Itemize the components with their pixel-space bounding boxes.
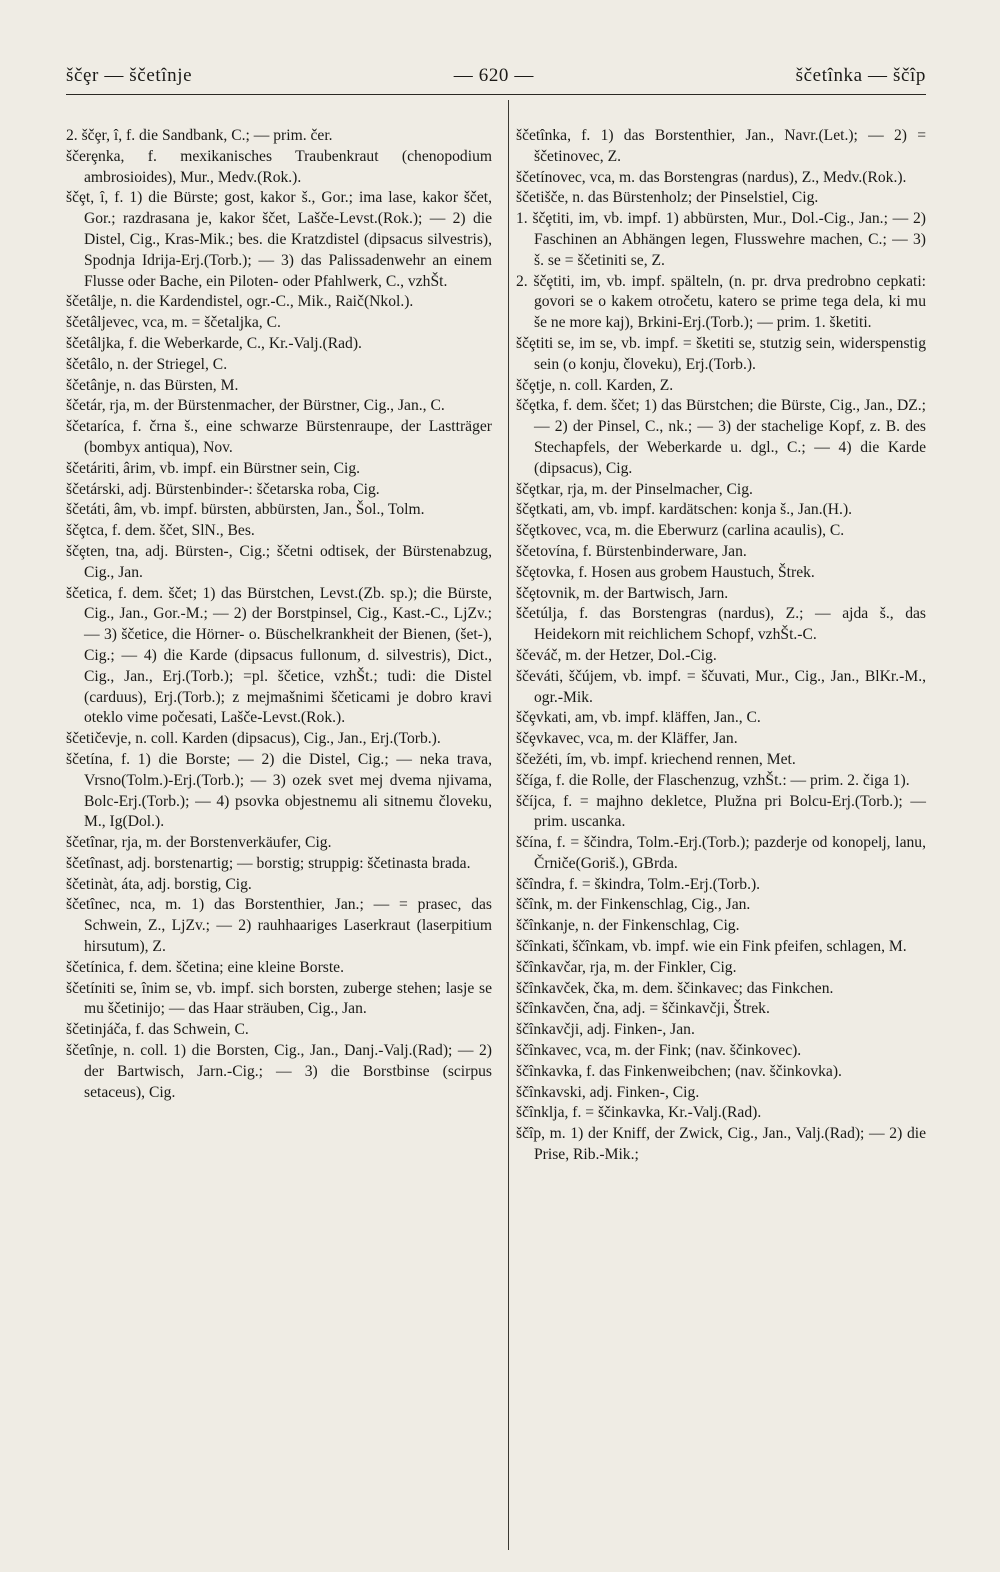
dictionary-entry: ščînkati, ščînkam, vb. impf. wie ein Fink pfeifen, schlagen, M. <box>516 938 907 956</box>
dictionary-entry: ščetinjáča, f. das Schwein, C. <box>66 1021 249 1039</box>
dictionary-entry: ščetína, f. 1) die Borste; — 2) die Distel, Cig.; — neka trava, Vrsno(Tolm.)-Erj.(Torb.); — 3) ozek svet mej dvema njivama, Bolc-Erj.(Torb.); — 4) psovka objestnemu ali sitnemu človeku, M., Ig(Dol.). <box>66 750 492 831</box>
running-header <box>66 62 926 90</box>
dictionary-entry: ščȩtkar, rja, m. der Pinselmacher, Cig. <box>516 480 753 498</box>
dictionary-entry: 2. ščȩtiti, im, vb. impf. spälteln, (n. pr. drva predrobno cepkati: govori se o kakem otročetu, katero se prime tega dela, ki mu še ne more kaj), Brkini-Erj.(Torb.); — prim. 1. šketiti. <box>516 272 926 332</box>
dictionary-entry: ščetânje, n. das Bürsten, M. <box>66 376 239 394</box>
dictionary-entry: ščȩtovka, f. Hosen aus grobem Haustuch, Štrek. <box>516 563 815 581</box>
dictionary-entry: ščetáti, âm, vb. impf. bürsten, abbürsten, Jan., Šol., Tolm. <box>66 501 425 519</box>
dictionary-entry: 1. ščȩtiti, im, vb. impf. 1) abbürsten, Mur., Dol.-Cig., Jan.; — 2) Faschinen an Abhängen legen, Flusswehre machen, C.; — 3) š. se = ščetiniti se, Z. <box>516 210 926 269</box>
dictionary-entry: ščȩtka, f. dem. ščet; 1) das Bürstchen; die Bürste, Cig., Jan., DZ.; — 2) der Pinsel, C., nk.; — 3) der stachelige Kopf, z. B. des Stechapfels, der Weberkarde u. dgl., C.; — 4) die Karde (dipsacus), Cig. <box>516 397 926 477</box>
dictionary-entry: ščetínovec, vca, m. das Borstengras (nardus), Z., Medv.(Rok.). <box>516 168 907 186</box>
dictionary-entry: ščetâljka, f. die Weberkarde, C., Kr.-Valj.(Rad). <box>66 334 362 352</box>
dictionary-entry: ščînk, m. der Finkenschlag, Cig., Jan. <box>516 896 751 914</box>
dictionary-entry: ščȩten, tna, adj. Bürsten-, Cig.; ščetni odtisek, der Bürstenabzug, Cig., Jan. <box>66 542 492 581</box>
dictionary-entry: ščȩvkavec, vca, m. der Kläffer, Jan. <box>516 730 738 748</box>
dictionary-entry: ščetînar, rja, m. der Borstenverkäufer, Cig. <box>66 834 332 852</box>
dictionary-entry: ščetíniti se, înim se, vb. impf. sich borsten, zuberge stehen; lasje se mu ščetinijo; — das Haar sträuben, Cig., Jan. <box>66 979 492 1018</box>
left-column <box>66 126 492 1103</box>
dictionary-entry: ščȩtje, n. coll. Karden, Z. <box>516 376 674 394</box>
dictionary-entry: ščînkavčen, čna, adj. = ščinkavčji, Štrek. <box>516 1000 770 1018</box>
dictionary-entry: ščînkanje, n. der Finkenschlag, Cig. <box>516 917 740 935</box>
dictionary-entry: ščînkavski, adj. Finken-, Cig. <box>516 1083 700 1101</box>
dictionary-entry: ščežéti, ím, vb. impf. kriechend rennen, Met. <box>516 750 796 768</box>
dictionary-entry: ščetinàt, áta, adj. borstig, Cig. <box>66 875 252 893</box>
dictionary-entry: ščetáriti, ârim, vb. impf. ein Bürstner sein, Cig. <box>66 459 361 477</box>
dictionary-entry: ščíjca, f. = majhno dekletce, Plužna pri Bolcu-Erj.(Torb.); — prim. uscanka. <box>516 792 926 831</box>
dictionary-entry: ščetînka, f. 1) das Borstenthier, Jan., Navr.(Let.); — 2) = ščetinovec, Z. <box>516 127 926 165</box>
dictionary-entry: ščînkavčar, rja, m. der Finkler, Cig. <box>516 958 737 976</box>
dictionary-entry: ščetâlo, n. der Striegel, C. <box>66 355 228 373</box>
dictionary-entry: ščetînje, n. coll. 1) die Borsten, Cig., Jan., Danj.-Valj.(Rad); — 2) der Bartwisch, Jarn.-Cig.; — 3) die Borstbinse (scirpus setaceus), Cig. <box>66 1042 492 1101</box>
header-right: ščetînka — ščîp <box>795 65 926 86</box>
dictionary-entry: ščînkavec, vca, m. der Fink; (nav. ščinkovec). <box>516 1042 802 1060</box>
page-number: — 620 — <box>453 65 534 86</box>
dictionary-entry: ščetovína, f. Bürstenbinderware, Jan. <box>516 542 747 560</box>
dictionary-entry: ščȩtkovec, vca, m. die Eberwurz (carlina acaulis), C. <box>516 522 845 540</box>
dictionary-entry: ščînkavčji, adj. Finken-, Jan. <box>516 1021 695 1039</box>
header-left: ščȩr — ščetînje <box>66 65 193 86</box>
dictionary-entry: ščína, f. = ščindra, Tolm.-Erj.(Torb.); pazderje od konopelj, lanu, Črniče(Goriš.), GBrda. <box>516 834 926 872</box>
header-rule <box>66 94 926 95</box>
dictionary-entry: ščetičevje, n. coll. Karden (dipsacus), Cig., Jan., Erj.(Torb.). <box>66 730 441 748</box>
dictionary-entry: 2. ščȩr, î, f. die Sandbank, C.; — prim. čer. <box>66 127 333 144</box>
right-column <box>516 126 926 1166</box>
dictionary-entry: ščetînast, adj. borstenartig; — borstig; struppig: ščetinasta brada. <box>66 854 471 872</box>
dictionary-entry: ščîp, m. 1) der Kniff, der Zwick, Cig., Jan., Valj.(Rad); — 2) die Prise, Rib.-Mik.; <box>516 1125 926 1164</box>
dictionary-entry: ščeváti, ščújem, vb. impf. = ščuvati, Mur., Cig., Jan., BlKr.-M., ogr.-Mik. <box>516 667 926 706</box>
dictionary-entry: ščȩvkati, am, vb. impf. kläffen, Jan., C. <box>516 709 761 727</box>
dictionary-entry: ščȩtovnik, m. der Bartwisch, Jarn. <box>516 584 729 602</box>
dictionary-entry: ščetînec, nca, m. 1) das Borstenthier, Jan.; — = prasec, das Schwein, Z., LjZv.; — 2) rauhhaariges Laserkraut (laserpitium hirsutum), Z. <box>66 896 492 956</box>
dictionary-entry: ščîndra, f. = škindra, Tolm.-Erj.(Torb.). <box>516 875 761 893</box>
dictionary-entry: ščetica, f. dem. ščet; 1) das Bürstchen, Levst.(Zb. sp.); die Bürste, Cig., Jan., Gor.-M.; — 2) der Borstpinsel, Cig., Kast.-C., LjZv.; — 3) ščetice, die Hörner- o. Büschelkrankheit der Bienen, (šet-), Cig.; — 4) die Karde (dipsacus fullonum, d. silvestris), Dict., Cig., Jan., Erj.(Torb.); =pl. ščetice, vzhŠt.; tudi: die Distel (carduus), Erj.(Torb.); z mejmašnimi ščeticami je dobro kravi oteklo vime počesati, Lašče-Levst.(Rok.). <box>66 584 492 727</box>
dictionary-entry: ščerȩnka, f. mexikanisches Traubenkraut (chenopodium ambrosioides), Mur., Medv.(Rok.). <box>66 147 492 186</box>
dictionary-entry: ščȩtca, f. dem. ščet, SlN., Bes. <box>66 522 255 540</box>
dictionary-entry: ščȩtiti se, im se, vb. impf. = šketiti se, stutzig sein, widerspenstig sein (o konju, človeku), Erj.(Torb.). <box>516 334 926 373</box>
dictionary-entry: ščetár, rja, m. der Bürstenmacher, der Bürstner, Cig., Jan., C. <box>66 397 445 415</box>
dictionary-entry: ščînklja, f. = ščinkavka, Kr.-Valj.(Rad). <box>516 1104 762 1122</box>
dictionary-entry: ščetaríca, f. črna š., eine schwarze Bürstenraupe, der Lastträger (bombyx antiqua), Nov. <box>66 418 492 456</box>
column-divider <box>508 100 509 1550</box>
dictionary-entry: ščînkavček, čka, m. dem. ščinkavec; das Finkchen. <box>516 979 834 997</box>
dictionary-entry: ščȩt, î, f. 1) die Bürste; gost, kakor š., Gor.; ima lase, kakor ščet, Gor.; razdrasana je, kakor ščet, Lašče-Levst.(Rok.); — 2) die Distel, Cig., Kras-Mik.; bes. die Kratzdistel (dipsacus silvestris), Spodnja Idrija-Erj.(Torb.); — 3) das Palissadenwehr an einem Flusse oder Bache, ein Piloten- oder Pfahlwerk, C., vzhŠt. <box>66 189 492 290</box>
dictionary-entry: ščíga, f. die Rolle, der Flaschenzug, vzhŠt.: — prim. 2. čiga 1). <box>516 771 910 789</box>
dictionary-entry: ščetúlja, f. das Borstengras (nardus), Z.; — ajda š., das Heidekorn mit reichlichem Schopf, vzhŠt.-C. <box>516 605 926 644</box>
dictionary-entry: ščeváč, m. der Hetzer, Dol.-Cig. <box>516 646 717 664</box>
dictionary-entry: ščetâljevec, vca, m. = ščetaljka, C. <box>66 314 281 332</box>
dictionary-entry: ščetárski, adj. Bürstenbinder-: ščetarska roba, Cig. <box>66 480 380 498</box>
dictionary-entry: ščînkavka, f. das Finkenweibchen; (nav. ščinkovka). <box>516 1062 842 1080</box>
dictionary-entry: ščetínica, f. dem. ščetina; eine kleine Borste. <box>66 958 344 976</box>
dictionary-entry: ščetišče, n. das Bürstenholz; der Pinselstiel, Cig. <box>516 189 819 207</box>
dictionary-entry: ščetâlje, n. die Kardendistel, ogr.-C., Mik., Raič(Nkol.). <box>66 293 414 311</box>
dictionary-entry: ščȩtkati, am, vb. impf. kardätschen: konja š., Jan.(H.). <box>516 501 853 519</box>
